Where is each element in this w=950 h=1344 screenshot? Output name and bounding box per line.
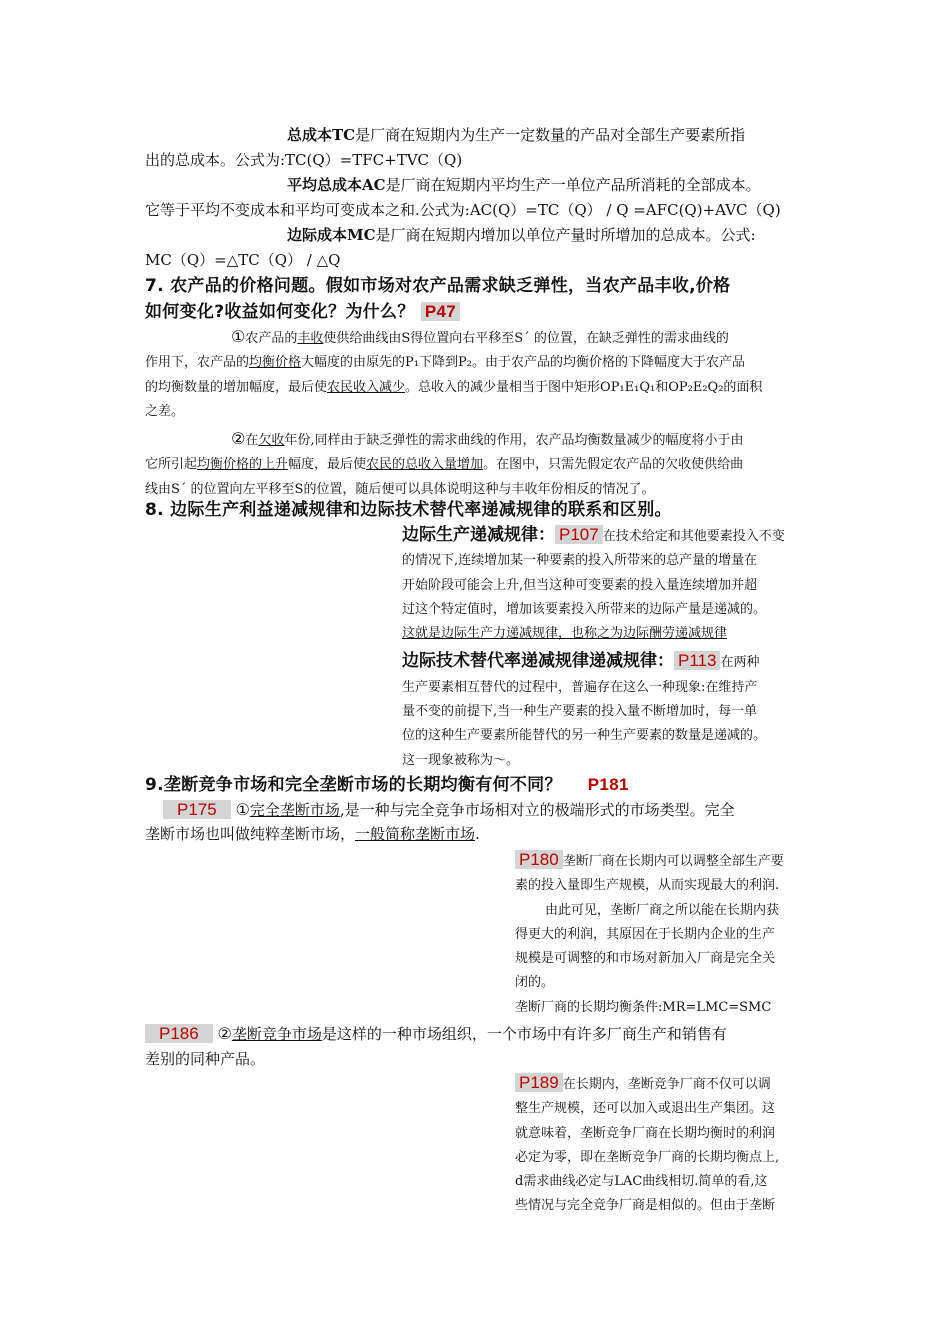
mrts-term: 边际技术替代率递减规律递减规律： xyxy=(402,651,674,672)
ac-formula: 它等于平均不变成本和平均可变成本之和.公式为:AC(Q）=TC（Q） / Q =AFC(Q)+AVC（Q) xyxy=(145,201,781,219)
page-ref: P186 xyxy=(145,1024,213,1043)
monopolistic-competition-definition: P186 ②垄断竞争市场是这样的一种市场组织，一个市场中有许多厂商生产和销售有 差别的同种产品。 xyxy=(145,1024,727,1068)
circled-number: ② xyxy=(217,1024,232,1043)
page-ref: P180 xyxy=(515,850,563,869)
circled-number: ② xyxy=(231,429,246,449)
mc-text: 是厂商在短期内增加以单位产量时所增加的总成本。公式: xyxy=(375,226,756,244)
tc-formula: 出的总成本。公式为:TC(Q）=TFC+TVC（Q) xyxy=(145,151,463,169)
tc-term: 总成本TC xyxy=(287,126,356,144)
circled-number: ① xyxy=(235,800,250,819)
monopoly-long-run: P180 垄断厂商在长期内可以调整全部生产要 素的投入量即生产规模，从而实现最大的利润. 由此可见，垄断厂商之所以能在长期内获 得更大的利润，其原因在于长期内企业的生产 规模是可调整的和市场对新加入厂商是完全关 闭的。 垄断厂商的长期均衡条件:MR=LMC=SMC xyxy=(515,850,784,1015)
question-8-answer: 边际生产递减规律： P107 在技术给定和其他要素投入不变 的情况下,连续增加某一种要素的投入所带来的总产量的增量在 开始阶段可能会上升,但当这种可变要素的投入量连续增加并超 过这个特定值时，增加该要素投入所带来的边际产量是递减的。 这就是边际生产力递减规律，也称之为边际酬劳递减规律 边际技术替代率递减规律递减规律： P113 在两种 生产要素相互替代的过程中，普遍存在这么一种现象:在维持产 量不变的前提下,当一种生产要素的投入量不断增加时，每一单 位的这种生产要素所能替代的另一种生产要素的数量是递减的。 这一现象被称为～。 xyxy=(402,525,785,768)
mp-term: 边际生产递减规律： xyxy=(402,525,555,545)
page-ref: P175 xyxy=(163,800,231,819)
page-ref: P189 xyxy=(515,1073,563,1092)
mc-formula: MC（Q）=△TC（Q） / △Q xyxy=(145,251,341,269)
cost-definitions xyxy=(145,123,815,273)
ac-term: 平均总成本AC xyxy=(287,176,386,194)
monopolistic-competition-long-run: P189 在长期内，垄断竞争厂商不仅可以调 整生产规模，还可以加入或退出生产集团。这 就意味着，垄断竞争厂商在长期均衡时的利润 必定为零，即在垄断竞争厂商的长期均衡点上, d需求曲线必定与LAC曲线相切.简单的看,这 些情况与完全竞争厂商是相似的。但由于垄断 xyxy=(515,1073,780,1214)
question-9-heading: 9.垄断竞争市场和完全垄断市场的长期均衡有何不同？ P181 xyxy=(145,772,825,798)
question-7-heading: 7. 农产品的价格问题。假如市场对农产品需求缺乏弹性，当农产品丰收,价格 如何变化?收益如何变化？为什么？ P47 xyxy=(145,276,731,322)
monopoly-definition: P175 ①完全垄断市场,是一种与完全竞争市场相对立的极端形式的市场类型。完全 xyxy=(163,797,813,823)
circled-number: ① xyxy=(231,327,246,346)
page-ref: P181 xyxy=(587,775,629,794)
question-7-answer: ①农产品的丰收使供给曲线由S得位置向右平移至S´ 的位置，在缺乏弹性的需求曲线的 作用下，农产品的均衡价格大幅度的由原先的P₁下降到P₂。由于农产品的均衡价格的下降幅度大于农产品 的均衡数量的增加幅度，最后使农民收入减少。总收入的减少量相当于图中矩形OP₁E₁Q₁和OP₂E₂Q₂的面积 之差。 ②在欠收年份,同样由于缺乏弹性的需求曲线的作用，农产品均衡数量减少的幅度将小于由 它所引起均衡价格的上升幅度，最后使农民的总收入量增加。在图中，只需先假定农产品的欠收使供给曲 线由S´ 的位置向左平移至S的位置，随后便可以具体说明这种与丰收年份相反的情况了。 xyxy=(145,327,763,497)
page-ref: P47 xyxy=(421,302,460,321)
ac-text: 是厂商在短期内平均生产一单位产品所消耗的全部成本。 xyxy=(385,176,761,194)
question-8-heading: 8. 边际生产利益递减规律和边际技术替代率递减规律的联系和区别。 xyxy=(145,500,672,520)
tc-text: 是厂商在短期内为生产一定数量的产品对全部生产要素所指 xyxy=(355,126,746,144)
mc-term: 边际成本MC xyxy=(287,226,376,244)
page-ref: P107 xyxy=(555,525,603,544)
page-ref: P113 xyxy=(674,651,720,670)
